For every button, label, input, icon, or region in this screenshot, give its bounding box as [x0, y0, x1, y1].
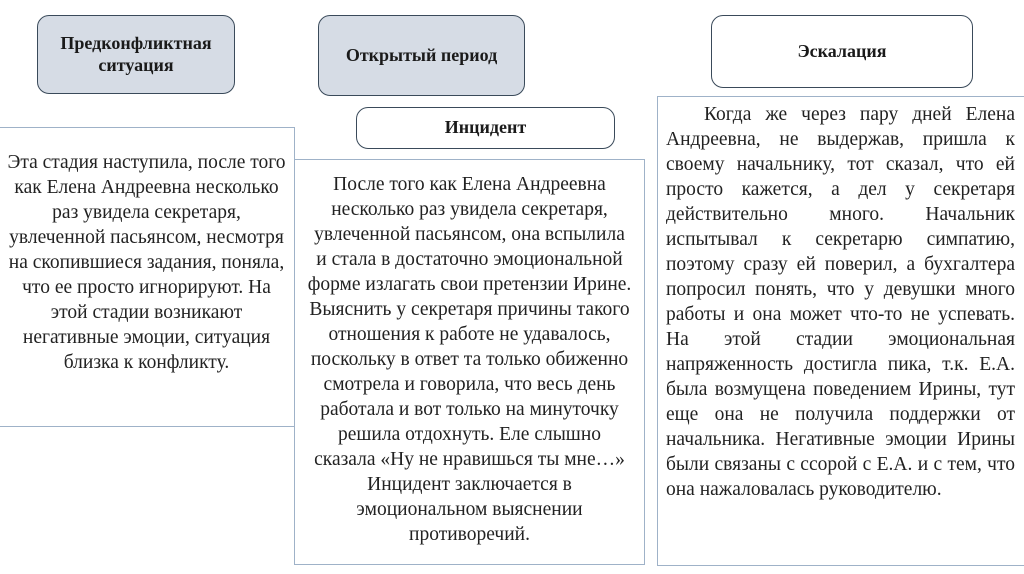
incident-header — [356, 107, 615, 149]
preconflict-description-box — [0, 127, 295, 427]
incident-description-box — [294, 159, 645, 565]
preconflict-header — [37, 15, 235, 94]
open-period-header — [318, 15, 525, 96]
preconflict-title: Предконфликтная ситуация — [60, 32, 212, 75]
escalation-description-box — [657, 96, 1024, 566]
preconflict-description: Эта стадия наступила, после того как Елена Андреевна несколько раз увидела секретаря, увлеченной пасьянсом, несмотря на скопившиеся задания, поняла, что ее просто игнорируют. На этой стадии возникают негативные эмоции, ситуация близка к конфликту. — [7, 152, 286, 373]
escalation-title: Эскалация — [797, 40, 887, 61]
incident-description: После того как Елена Андреевна несколько раз увидела секретаря, увлеченной пасьянсом, она вспылила и стала в достаточно эмоциональной форме излагать свои претензии Ирине. Выяснить у секретаря причины такого отношения к работе не удавалось, поскольку в ответ та только обиженно смотрела и говорила, что весь день работала и вот только на минуточку решила отдохнуть. Еле слышно сказала «Ну не нравишься ты мне…» Инцидент заключается в эмоциональном выяснении противоречий. — [307, 174, 632, 545]
escalation-description: Когда же через пару дней Елена Андреевна, не выдержав, пришла к своему начальнику, тот сказал, что ей просто кажется, а дел у секретаря действительно много. Начальник испытывал к секретарю симпатию, поэтому сразу ей поверил, а бухгалтера попросил понять, что у девушки много работы и она может что-то не успевать. На этой стадии эмоциональная напряженность достигла пика, т.к. Е.А. была возмущена поведением Ирины, тут еще она не получила поддержки от начальника. Негативные эмоции Ирины были связаны с ссорой с Е.А. и с тем, что она нажаловалась руководителю. — [666, 104, 1015, 500]
incident-title: Инцидент — [444, 117, 527, 138]
open-period-title: Открытый период — [345, 44, 498, 65]
escalation-header — [711, 15, 973, 88]
